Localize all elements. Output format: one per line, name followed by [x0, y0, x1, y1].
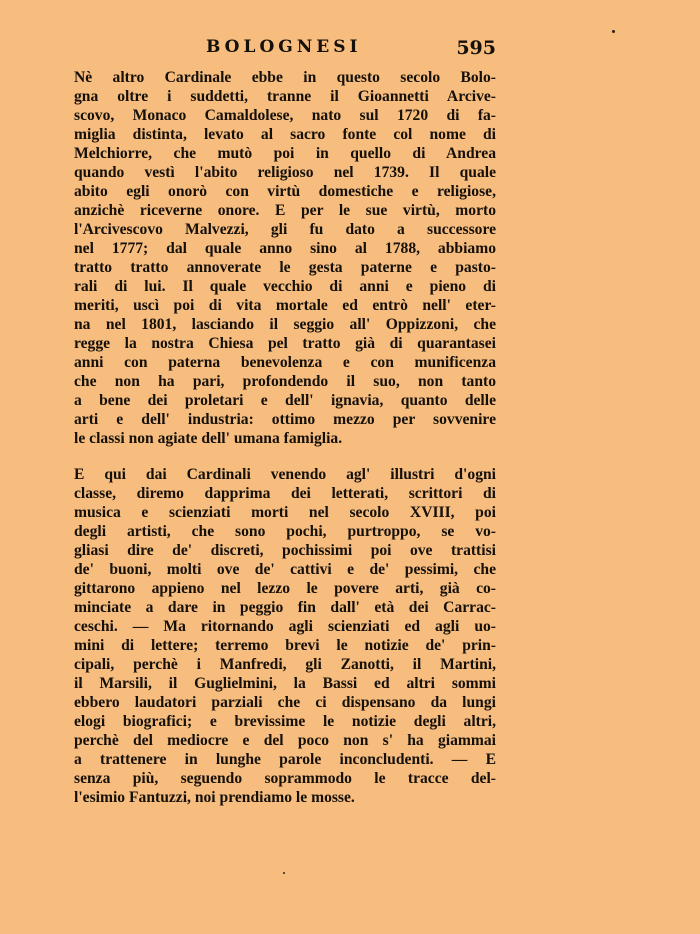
text-line: E qui dai Cardinali venendo agl' illustri d'ogni [74, 466, 496, 483]
text-line: meriti, uscì poi di vita mortale ed entrò nell' eter- [74, 297, 496, 314]
text-line: a trattenere in lunghe parole inconcludenti. — E [74, 751, 496, 768]
paragraph-scholars [74, 465, 496, 807]
text-line: gliasi dire de' discreti, pochissimi poi ove trattisi [74, 542, 496, 559]
body-text [74, 68, 496, 807]
text-line: cipali, perchè i Manfredi, gli Zanotti, il Martini, [74, 656, 496, 673]
text-line: musica e scienziati morti nel secolo XVIII, poi [74, 504, 496, 521]
text-line: Melchiorre, che mutò poi in quello di Andrea [74, 145, 496, 162]
text-line: quando vestì l'abito religioso nel 1739. Il quale [74, 164, 496, 181]
text-line: senza più, seguendo soprammodo le tracce del- [74, 770, 496, 787]
text-line: tratto tratto annoverate le gesta paterne e pasto- [74, 259, 496, 276]
text-line: arti e dell' industria: ottimo mezzo per sovvenire [74, 411, 496, 428]
text-line: gna oltre i suddetti, tranne il Gioannetti Arcive- [74, 88, 496, 105]
text-line: na nel 1801, lasciando il seggio all' Oppizzoni, che [74, 316, 496, 333]
text-line: anni con paterna benevolenza e con munificenza [74, 354, 496, 371]
text-line: anzichè riceverne onore. E per le sue virtù, morto [74, 202, 496, 219]
text-line: a bene dei proletari e dell' ignavia, quanto delle [74, 392, 496, 409]
text-line: miglia distinta, levato al sacro fonte col nome di [74, 126, 496, 143]
text-line: ceschi. — Ma ritornando agli scienziati ed agli uo- [74, 618, 496, 635]
text-line: il Marsili, il Guglielmini, la Bassi ed altri sommi [74, 675, 496, 692]
text-line: regge la nostra Chiesa pel tratto già di quarantasei [74, 335, 496, 352]
text-line: minciate a dare in peggio fin dall' età dei Carrac- [74, 599, 496, 616]
running-header [74, 37, 496, 61]
running-title: BOLOGNESI [206, 37, 362, 57]
text-line: Nè altro Cardinale ebbe in questo secolo Bolo- [74, 69, 496, 86]
text-line: abito egli onorò con virtù domestiche e religiose, [74, 183, 496, 200]
text-line: classe, diremo dapprima dei letterati, scrittori di [74, 485, 496, 502]
text-line: mini di lettere; terremo brevi le notizie de' prin- [74, 637, 496, 654]
text-line: elogi biografici; e brevissime le notizie degli altri, [74, 713, 496, 730]
ink-speck [612, 30, 615, 33]
text-line: l'Arcivescovo Malvezzi, gli fu dato a successore [74, 221, 496, 238]
text-line: gittarono appieno nel lezzo le povere arti, già co- [74, 580, 496, 597]
text-line: de' buoni, molti ove de' cattivi e de' pessimi, che [74, 561, 496, 578]
text-line: ebbero laudatori parziali che ci dispensano da lungi [74, 694, 496, 711]
ink-speck [283, 872, 285, 874]
text-line: degli artisti, che sono pochi, purtroppo, se vo- [74, 523, 496, 540]
text-line: scovo, Monaco Camaldolese, nato sul 1720 di fa- [74, 107, 496, 124]
text-line: che non ha pari, profondendo il suo, non tanto [74, 373, 496, 390]
text-line: perchè del mediocre e del poco non s' ha giammai [74, 732, 496, 749]
page-number: 595 [456, 37, 496, 59]
text-line: nel 1777; dal quale anno sino al 1788, abbiamo [74, 240, 496, 257]
text-line: le classi non agiate dell' umana famiglia. [74, 430, 343, 447]
text-line: rali di lui. Il quale vecchio di anni e pieno di [74, 278, 496, 295]
text-line: l'esimio Fantuzzi, noi prendiamo le mosse. [74, 789, 355, 806]
paragraph-cardinals [74, 68, 496, 448]
